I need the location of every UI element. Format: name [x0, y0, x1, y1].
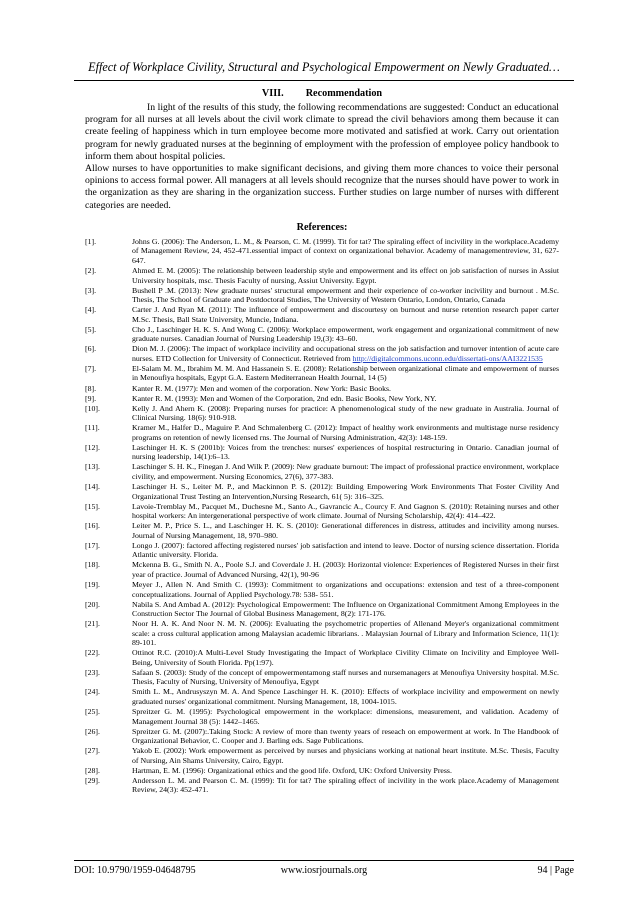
recommendation-paragraph-2: Allow nurses to have opportunities to make significant decisions, and giving them more chances to voice their personal opinions to access formal power. All managers at all levels should recognize that the nurses should have power to work in the organization as they are sharing in the organization success. Further studies on large number of nurses with different categories are needed. — [85, 163, 559, 211]
reference-item — [85, 707, 559, 726]
reference-text: Bushell P .M. (2013): New graduate nurses' structural empowerment and their experience of co-worker incivility and burnout . M.Sc. Thesis, The School of Graduate and Postdoctoral Studies, The University of Western Ontario, London, Ontario, Canada — [132, 285, 559, 305]
reference-text: Noor H. A. K. And Noor N. M. N. (2006): Evaluating the psychometric properties of Allenand Meyer's organizational commitment scale: a cross cultural application among Malaysian academic librarians. . Malaysian Journal of Library and Information Science, 11(1): 89-101. — [132, 619, 559, 648]
reference-text: Lavoie-Tremblay M., Pacquet M., Duchesne M., Santo A., Gavrancic A., Courcy F. And Gagnon S. (2010): Retaining nurses and other hospital workers: An intergenerational perspective of work climate. Journal of Nursing Scholarship, 42(4): 414–422. — [132, 501, 559, 521]
reference-item — [85, 443, 559, 462]
reference-text: Johns G. (2006): The Anderson, L. M., & Pearson, C. M. (1999). Tit for tat? The spiraling effect of incivility in the workplace.Academy of Management Review, 24, 452-471.essential impact of context on organizational behavior. Academy of managementreview, 31, 627-647. — [132, 236, 559, 265]
reference-item — [85, 502, 559, 521]
reference-number: [2]. — [85, 265, 97, 275]
reference-text: Kanter R. M. (1977): Men and women of the corporation. New York: Basic Books. — [132, 383, 391, 393]
reference-number: [14]. — [85, 482, 100, 491]
reference-list — [85, 237, 559, 795]
reference-text: Meyer J., Allen N. And Smith C. (1993): Commitment to organizations and occupations: extension and test of a three-component conceptualizations. Journal of Applied Psychology.78: 538- 551. — [132, 579, 559, 599]
reference-number: [27]. — [85, 746, 100, 756]
reference-item — [85, 462, 559, 481]
reference-number: [9]. — [85, 393, 97, 403]
reference-item — [85, 305, 559, 324]
reference-text: Kramer M., Halfer D., Maguire P. And Schmalenberg C. (2012): Impact of healthy work environments and multistage nurse residency programs on retention of newly licensed rns. The Journal of Nursing Administration, 42(3): 148-159. — [132, 423, 559, 442]
reference-number: [25]. — [85, 707, 100, 717]
reference-text: Yakob E. (2002): Work empowerment as perceived by nurses and physicians working at national heart institute. M.Sc. Thesis, Faculty of Nursing, Ain Shams University, Cairo, Egypt. — [132, 746, 559, 765]
reference-number: [26]. — [85, 726, 100, 736]
reference-text: El-Salam M. M., Ibrahim M. M. And Hassanein S. E. (2008): Relationship between organizational climate and empowerment of nurses in Menoufiya hospitals, Egypt G.A. Eastern Mediterranean Health Journal, 14 (5) — [132, 363, 559, 383]
reference-item — [85, 766, 559, 776]
reference-number: [5]. — [85, 324, 97, 334]
reference-item — [85, 384, 559, 394]
reference-text: Cho J., Laschinger H. K. S. And Wong C. (2006): Workplace empowerment, work engagement and organizational commitment of new graduate nurses. Canadian Journal of Nursing Leadership 19,(3): 43–60. — [132, 324, 559, 344]
recommendation-paragraph-1: In light of the results of this study, the following recommendations are suggested: Conduct an educational program for all nurses at all levels about the civil work climate to spread the civil behaviors among them because it can create feeling of happiness which in turn employee become more motivated and satisfied at work. Carry out orientation program for newly graduated nurses at the beginning of employment with the profession of employee policy handbook to inform them about hospital policies. — [85, 102, 559, 162]
reference-item — [85, 600, 559, 619]
section-title: Recommendation — [305, 88, 383, 99]
reference-item — [85, 776, 559, 795]
section-heading — [85, 87, 559, 100]
reference-item — [85, 580, 559, 599]
reference-text: Nabila S. And Ambad A. (2012): Psychological Empowerment: The Influence on Organizational Commitment Among Employees in the Construction Sector The Journal of Global Business Management, 8(2): 171-176. — [132, 599, 559, 619]
reference-number: [18]. — [85, 560, 100, 570]
reference-text: Spreitzer G. M. (2007):.Taking Stock: A review of more than twenty years of reseach on empowerment at work. In The Handbook of Organizational Behavior, C. Cooper and J. Barling eds. Sage Publications. — [132, 726, 559, 746]
reference-text: Leiter M. P., Price S. L., and Laschinger H. K. S. (2010): Generational differences in distress, attitudes and incivility among nurses. Journal of Nursing Management, 18, 970–980. — [132, 521, 559, 540]
reference-item — [85, 237, 559, 266]
references-heading: References: — [296, 221, 348, 233]
reference-item — [85, 364, 559, 383]
section-number: VIII. — [261, 88, 284, 99]
reference-item — [85, 521, 559, 540]
reference-item — [85, 394, 559, 404]
reference-text: Safaan S. (2003): Study of the concept of empowermentamong staff nurses and nursemanagers at Menoufiya University hospital. M.Sc. Thesis, Faculty of Nursing, University of Menoufiya, Egypt — [132, 667, 559, 687]
reference-text: Laschinger H. S., Leiter M. P., and Mackinnon P. S. (2012): Building Empowering Work Environments That Foster Civility And Organizational Trust Testing an Intervention,Nursing Research, 61( 5): 316–325. — [132, 482, 559, 501]
reference-text: Ahmed E. M. (2005): The relationship between leadership style and empowerment and its effect on job satisfaction of nurses in Assiut University hospitals, msc. Thesis Faculty of nursing, Assiut University. Egypt. — [132, 265, 559, 285]
reference-number: [8]. — [85, 383, 97, 393]
reference-number: [21]. — [85, 619, 100, 629]
reference-item — [85, 344, 559, 363]
reference-link[interactable]: http://digitalcommons.uconn.edu/dissertati-ons/AAI3221535 — [352, 353, 543, 363]
reference-text: Longo J. (2007): factored affecting registered nurses' job satisfaction and intend to leave. Doctor of nursing science dissertation. Florida Atlantic university. Florida. — [132, 540, 559, 560]
reference-item — [85, 286, 559, 305]
reference-number: [12]. — [85, 442, 100, 452]
reference-item — [85, 541, 559, 560]
reference-item — [85, 619, 559, 648]
reference-item — [85, 648, 559, 667]
reference-number: [17]. — [85, 540, 100, 550]
reference-number: [22]. — [85, 648, 100, 658]
reference-number: [20]. — [85, 599, 100, 609]
reference-number: [15]. — [85, 501, 100, 511]
reference-item — [85, 266, 559, 285]
reference-text: Ottinot R.C. (2010):A Multi-Level Study Investigating the Impact of Workplace Civility Climate on Incivility and Employee Well-Being, University of South Florida. Pp(1:97). — [132, 648, 559, 667]
footer-website-link[interactable]: www.iosrjournals.org — [280, 865, 368, 876]
footer-doi: DOI: 10.9790/1959-04648795 — [74, 865, 196, 876]
reference-item — [85, 404, 559, 423]
reference-number: [28]. — [85, 765, 100, 775]
reference-number: [29]. — [85, 775, 100, 785]
reference-item — [85, 687, 559, 706]
reference-number: [3]. — [85, 285, 97, 295]
page-footer — [74, 860, 574, 877]
reference-number: [16]. — [85, 521, 100, 531]
reference-text: Smith L. M., Andrusyszyn M. A. And Spence Laschinger H. K. (2010): Effects of workplace incivility and empowerment on newly graduated nurses' organizational commitment. Nursing Management, 18, 1004-1015. — [132, 687, 559, 707]
reference-item — [85, 560, 559, 579]
running-title: Effect of Workplace Civility, Structural and Psychological Empowerment on Newly Graduated… — [88, 60, 560, 74]
reference-text: Kanter R. M. (1993): Men and Women of the Corporation, 2nd edn. Basic Books, New York, NY. — [132, 393, 437, 403]
reference-text: Hartman, E. M. (1996): Organizational ethics and the good life. Oxford, UK: Oxford University Press. — [132, 765, 452, 775]
reference-number: [23]. — [85, 667, 100, 677]
reference-item — [85, 423, 559, 442]
reference-number: [13]. — [85, 462, 100, 472]
reference-text: Spreitzer G. M. (1995): Psychological empowerment in the workplace: dimensions, measurement, and validation. Academy of Management Journal 38 (5): 1442–1465. — [132, 707, 559, 726]
reference-text: Kelly J. And Ahern K. (2008): Preparing nurses for practice: A phenomenological study of the new graduate in Australia. Journal of Clinical Nursing. 18(6): 910-918. — [132, 403, 559, 423]
reference-item — [85, 727, 559, 746]
reference-item — [85, 746, 559, 765]
reference-item — [85, 668, 559, 687]
reference-item — [85, 482, 559, 501]
reference-number: [24]. — [85, 687, 100, 697]
running-header — [74, 60, 574, 81]
page-body — [85, 87, 559, 796]
reference-number: [1]. — [85, 236, 97, 246]
reference-number: [4]. — [85, 305, 97, 315]
reference-text: Dion M. J. (2006): The impact of workplace incivility and occupational stress on the job satisfaction and turnover intention of acute care nurses. ETD Collection for University of Connecticut. Retrieved from http://digitalcommons.uconn.edu/dissertati-ons/AAI3221535 — [132, 344, 559, 363]
reference-number: [7]. — [85, 363, 97, 373]
reference-text: Laschinger H. K. S (2001b): Voices from the trenches: nurses' experiences of hospital restructuring in Ontario. Canadian journal of nursing leadership, 14(1):6–13. — [132, 442, 559, 462]
reference-number: [10]. — [85, 403, 100, 413]
reference-text: Carter J. And Ryan M. (2011): The influence of empowerment and discourtesy on burnout and nurse retention research paper carter M.Sc. Thesis, Ball State University, Muncie, Indiana. — [132, 305, 559, 324]
reference-item — [85, 325, 559, 344]
reference-number: [19]. — [85, 579, 100, 589]
reference-text: Mckenna B. G., Smith N. A., Poole S.J. and Coverdale J. H. (2003): Horizontal violence: Experiences of Registered Nurses in their first year of practice. Journal of Advanced Nursing, 42(1), 90-96 — [132, 560, 559, 579]
reference-text: Andersson L. M. and Pearson C. M. (1999): Tit for tat? The spiraling effect of incivility in the work place.Academy of Management Review, 24(3): 452-471. — [132, 775, 559, 795]
reference-number: [6]. — [85, 344, 97, 354]
footer-page-number: 94 | Page — [537, 865, 574, 876]
reference-text: Laschinger S. H. K., Finegan J. And Wilk P. (2009): New graduate burnout: The impact of professional practice environment, workplace civility, and empowerment. Nursing Economics, 27(6), 377-383. — [132, 462, 559, 481]
reference-number: [11]. — [85, 423, 100, 433]
